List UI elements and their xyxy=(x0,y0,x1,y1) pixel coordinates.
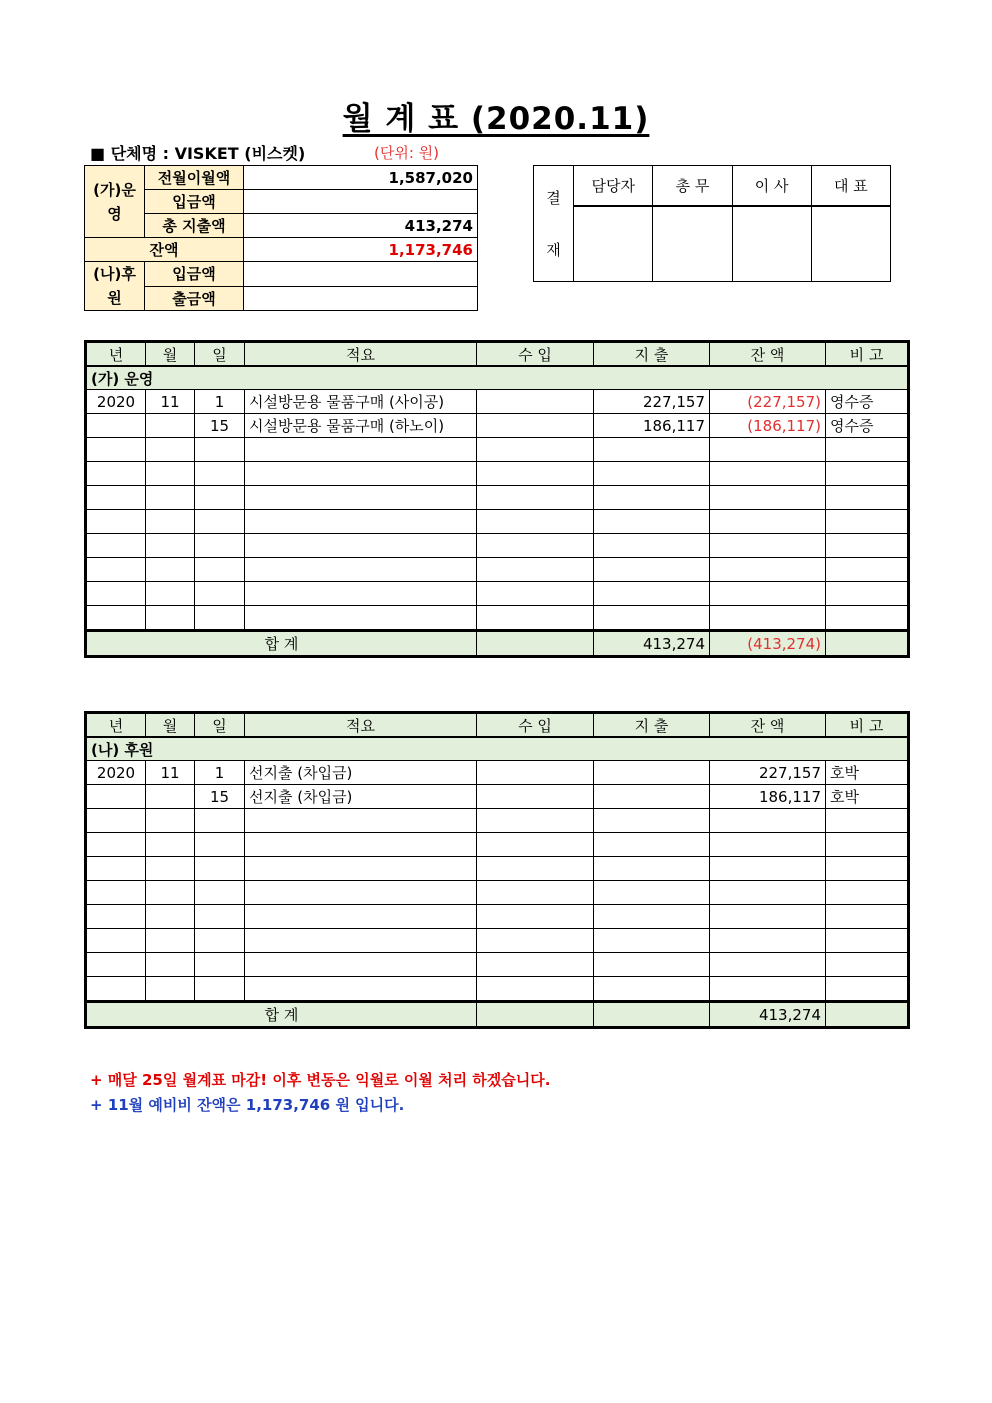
role-director: 이 사 xyxy=(732,166,811,206)
table-row xyxy=(86,785,909,809)
sponsorship-ledger xyxy=(84,711,910,1029)
header-note: 비 고 xyxy=(826,342,909,367)
sign-box-treasurer[interactable] xyxy=(653,206,732,282)
sign-box-staff[interactable] xyxy=(574,206,653,282)
approval-table xyxy=(533,165,891,282)
cell-income xyxy=(477,414,594,438)
cell-note: 호박 xyxy=(826,761,909,785)
page-title: 월 계 표 (2020.11) xyxy=(342,101,650,137)
empty-row xyxy=(86,809,909,833)
cell-day: 15 xyxy=(195,785,245,809)
sponsor-deposit-value xyxy=(244,262,478,287)
total-label: 합 계 xyxy=(86,631,477,657)
total-note xyxy=(826,631,909,657)
total-label: 합 계 xyxy=(86,1002,477,1028)
cell-description: 선지출 (차입금) xyxy=(245,761,477,785)
header-description: 적요 xyxy=(245,713,477,738)
header-expense: 지 출 xyxy=(594,342,710,367)
total-expense-value: 413,274 xyxy=(244,214,478,238)
header-day: 일 xyxy=(195,342,245,367)
header-income: 수 입 xyxy=(477,342,594,367)
empty-row xyxy=(86,510,909,534)
cell-year xyxy=(86,414,146,438)
cell-description: 선지출 (차입금) xyxy=(245,785,477,809)
sign-box-representative[interactable] xyxy=(811,206,890,282)
empty-row xyxy=(86,977,909,1002)
cell-note: 영수증 xyxy=(826,390,909,414)
header-balance: 잔 액 xyxy=(710,713,826,738)
empty-row xyxy=(86,582,909,606)
sponsorship-category: (나)후원 xyxy=(85,262,145,311)
total-income xyxy=(477,631,594,657)
total-row xyxy=(86,631,909,657)
empty-row xyxy=(86,929,909,953)
empty-row xyxy=(86,558,909,582)
sponsor-deposit-label: 입금액 xyxy=(145,262,244,287)
role-staff: 담당자 xyxy=(574,166,653,206)
header-year: 년 xyxy=(86,713,146,738)
empty-row xyxy=(86,833,909,857)
cell-month xyxy=(146,414,195,438)
cell-year: 2020 xyxy=(86,761,146,785)
cell-expense xyxy=(594,761,710,785)
balance-label: 잔액 xyxy=(85,238,244,262)
table-row xyxy=(86,761,909,785)
cell-day: 15 xyxy=(195,414,245,438)
header-month: 월 xyxy=(146,713,195,738)
total-balance: (413,274) xyxy=(710,631,826,657)
table-row xyxy=(86,414,909,438)
cell-income xyxy=(477,390,594,414)
total-expense xyxy=(594,1002,710,1028)
section-title: (나) 후원 xyxy=(86,737,909,761)
header-year: 년 xyxy=(86,342,146,367)
section-title: (가) 운영 xyxy=(86,366,909,390)
summary-table xyxy=(84,165,478,311)
cell-description: 시설방문용 물품구매 (하노이) xyxy=(245,414,477,438)
cell-month: 11 xyxy=(146,390,195,414)
empty-row xyxy=(86,534,909,558)
header-expense: 지 출 xyxy=(594,713,710,738)
unit-label: (단위: 원) xyxy=(374,144,439,162)
cell-day: 1 xyxy=(195,390,245,414)
header-note: 비 고 xyxy=(826,713,909,738)
header-income: 수 입 xyxy=(477,713,594,738)
operations-category: (가)운영 xyxy=(85,166,145,238)
total-income xyxy=(477,1002,594,1028)
empty-row xyxy=(86,881,909,905)
empty-row xyxy=(86,438,909,462)
balance-value: 1,173,746 xyxy=(244,238,478,262)
operations-ledger xyxy=(84,340,910,658)
total-expense: 413,274 xyxy=(594,631,710,657)
empty-row xyxy=(86,857,909,881)
organization-label: ■ 단체명 : VISKET (비스켓) xyxy=(90,144,306,163)
total-expense-label: 총 지출액 xyxy=(145,214,244,238)
total-note xyxy=(826,1002,909,1028)
cell-day: 1 xyxy=(195,761,245,785)
deposit-label: 입금액 xyxy=(145,190,244,214)
prev-balance-value: 1,587,020 xyxy=(244,166,478,190)
header-day: 일 xyxy=(195,713,245,738)
ledger-header-row xyxy=(86,713,909,738)
sponsor-withdraw-label: 출금액 xyxy=(145,286,244,311)
cell-month xyxy=(146,785,195,809)
approval-side xyxy=(534,166,574,282)
empty-row xyxy=(86,953,909,977)
cell-balance: 227,157 xyxy=(710,761,826,785)
header-description: 적요 xyxy=(245,342,477,367)
cell-note: 호박 xyxy=(826,785,909,809)
cell-expense xyxy=(594,785,710,809)
deposit-value xyxy=(244,190,478,214)
empty-row xyxy=(86,486,909,510)
header-month: 월 xyxy=(146,342,195,367)
cell-note: 영수증 xyxy=(826,414,909,438)
cell-month: 11 xyxy=(146,761,195,785)
empty-row xyxy=(86,905,909,929)
cell-expense: 227,157 xyxy=(594,390,710,414)
total-balance: 413,274 xyxy=(710,1002,826,1028)
role-treasurer: 총 무 xyxy=(653,166,732,206)
cell-balance: (186,117) xyxy=(710,414,826,438)
cell-year: 2020 xyxy=(86,390,146,414)
table-row xyxy=(86,390,909,414)
cell-balance: 186,117 xyxy=(710,785,826,809)
approval-side-bottom: 재 xyxy=(546,240,561,259)
empty-row xyxy=(86,462,909,486)
role-representative: 대 표 xyxy=(811,166,890,206)
cell-expense: 186,117 xyxy=(594,414,710,438)
ledger-header-row xyxy=(86,342,909,367)
note-reserve-balance: + 11월 예비비 잔액은 1,173,746 원 입니다. xyxy=(90,1096,405,1114)
cell-income xyxy=(477,761,594,785)
sponsor-withdraw-value xyxy=(244,286,478,311)
total-row xyxy=(86,1002,909,1028)
note-deadline: + 매달 25일 월계표 마감! 이후 변동은 익월로 이월 처리 하겠습니다. xyxy=(90,1071,551,1089)
prev-balance-label: 전월이월액 xyxy=(145,166,244,190)
approval-side-top: 결 xyxy=(546,188,561,207)
cell-income xyxy=(477,785,594,809)
sign-box-director[interactable] xyxy=(732,206,811,282)
cell-description: 시설방문용 물품구매 (사이공) xyxy=(245,390,477,414)
header-balance: 잔 액 xyxy=(710,342,826,367)
cell-year xyxy=(86,785,146,809)
cell-balance: (227,157) xyxy=(710,390,826,414)
empty-row xyxy=(86,606,909,631)
